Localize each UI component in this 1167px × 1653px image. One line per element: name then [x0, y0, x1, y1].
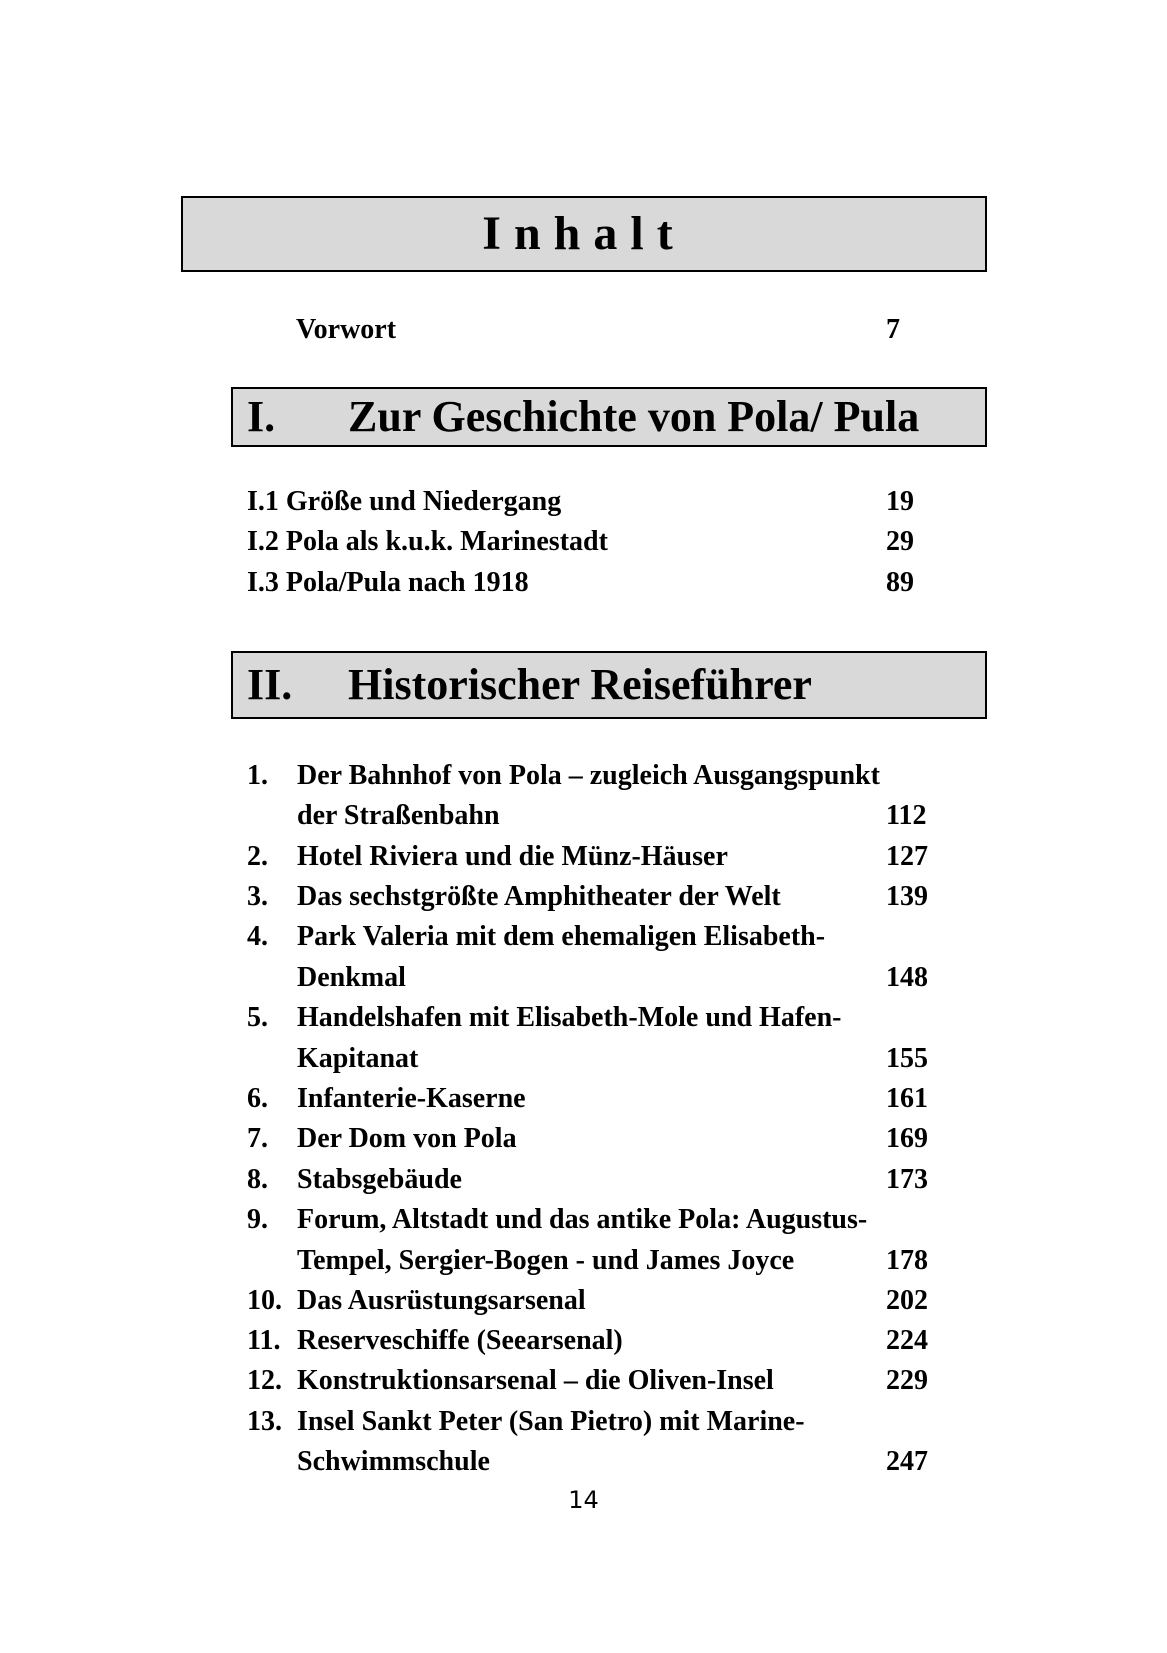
toc-entry-continued[interactable]: Denkmal — [297, 962, 406, 993]
toc-page: 139 — [886, 881, 928, 912]
chapter-number: II. — [247, 660, 293, 709]
toc-entry-continued[interactable]: Kapitanat — [297, 1043, 419, 1074]
toc-page: 127 — [886, 841, 928, 872]
toc-page: 169 — [886, 1123, 928, 1154]
toc-page: 247 — [886, 1446, 928, 1477]
toc-entry-vorwort[interactable]: Vorwort — [296, 314, 397, 345]
toc-page: 178 — [886, 1245, 928, 1276]
toc-item-number: 13. — [247, 1406, 282, 1437]
toc-item-number: 4. — [247, 921, 268, 952]
toc-entry[interactable]: Hotel Riviera und die Münz-Häuser — [297, 841, 728, 872]
toc-page: 229 — [886, 1365, 928, 1396]
page-number: 14 — [568, 1486, 599, 1514]
toc-page: 148 — [886, 962, 928, 993]
toc-item-number: 11. — [247, 1325, 281, 1356]
toc-page: 173 — [886, 1164, 928, 1195]
toc-entry[interactable]: Reserveschiffe (Seearsenal) — [297, 1325, 623, 1356]
toc-entry-continued[interactable]: Schwimmschule — [297, 1446, 490, 1477]
toc-item-number: 10. — [247, 1285, 282, 1316]
toc-item-number: 8. — [247, 1164, 268, 1195]
toc-entry[interactable]: I.3 Pola/Pula nach 1918 — [247, 567, 529, 598]
toc-entry[interactable]: Park Valeria mit dem ehemaligen Elisabeth- — [297, 921, 826, 952]
toc-page-vorwort: 7 — [886, 314, 900, 345]
toc-entry[interactable]: Infanterie-Kaserne — [297, 1083, 526, 1114]
toc-entry[interactable]: Konstruktionsarsenal – die Oliven-Insel — [297, 1365, 774, 1396]
toc-entry[interactable]: Insel Sankt Peter (San Pietro) mit Marine- — [297, 1406, 805, 1437]
toc-item-number: 6. — [247, 1083, 268, 1114]
chapter-title: Historischer Reiseführer — [348, 660, 812, 709]
toc-page: 202 — [886, 1285, 928, 1316]
toc-entry[interactable]: Das Ausrüstungsarsenal — [297, 1285, 586, 1316]
toc-item-number: 9. — [247, 1204, 268, 1235]
toc-entry[interactable]: Das sechstgrößte Amphitheater der Welt — [297, 881, 781, 912]
toc-item-number: 12. — [247, 1365, 282, 1396]
toc-page: 155 — [886, 1043, 928, 1074]
toc-page: 29 — [886, 526, 914, 557]
toc-page: 161 — [886, 1083, 928, 1114]
toc-entry[interactable]: I.2 Pola als k.u.k. Marinestadt — [247, 526, 608, 557]
toc-page: 19 — [886, 486, 914, 517]
toc-item-number: 7. — [247, 1123, 268, 1154]
toc-entry-continued[interactable]: der Straßenbahn — [297, 800, 500, 831]
toc-item-number: 3. — [247, 881, 268, 912]
toc-page: 112 — [886, 800, 927, 831]
chapter-number: I. — [247, 392, 276, 441]
chapter-heading-1 — [231, 387, 987, 447]
toc-entry-continued[interactable]: Tempel, Sergier-Bogen - und James Joyce — [297, 1245, 795, 1276]
toc-item-number: 2. — [247, 841, 268, 872]
toc-item-number: 1. — [247, 760, 268, 791]
page-title: Inhalt — [482, 207, 686, 260]
toc-entry[interactable]: Forum, Altstadt und das antike Pola: Augustus- — [297, 1204, 868, 1235]
title-box — [181, 196, 987, 272]
toc-page: 89 — [886, 567, 914, 598]
toc-entry[interactable]: Der Bahnhof von Pola – zugleich Ausgangspunkt — [297, 760, 880, 791]
toc-entry[interactable]: Handelshafen mit Elisabeth-Mole und Hafen- — [297, 1002, 842, 1033]
toc-entry[interactable]: I.1 Größe und Niedergang — [247, 486, 562, 517]
toc-entry[interactable]: Stabsgebäude — [297, 1164, 462, 1195]
toc-entry[interactable]: Der Dom von Pola — [297, 1123, 517, 1154]
toc-page: 224 — [886, 1325, 928, 1356]
toc-item-number: 5. — [247, 1002, 268, 1033]
chapter-heading-2 — [231, 651, 987, 719]
chapter-title: Zur Geschichte von Pola/ Pula — [348, 392, 920, 441]
